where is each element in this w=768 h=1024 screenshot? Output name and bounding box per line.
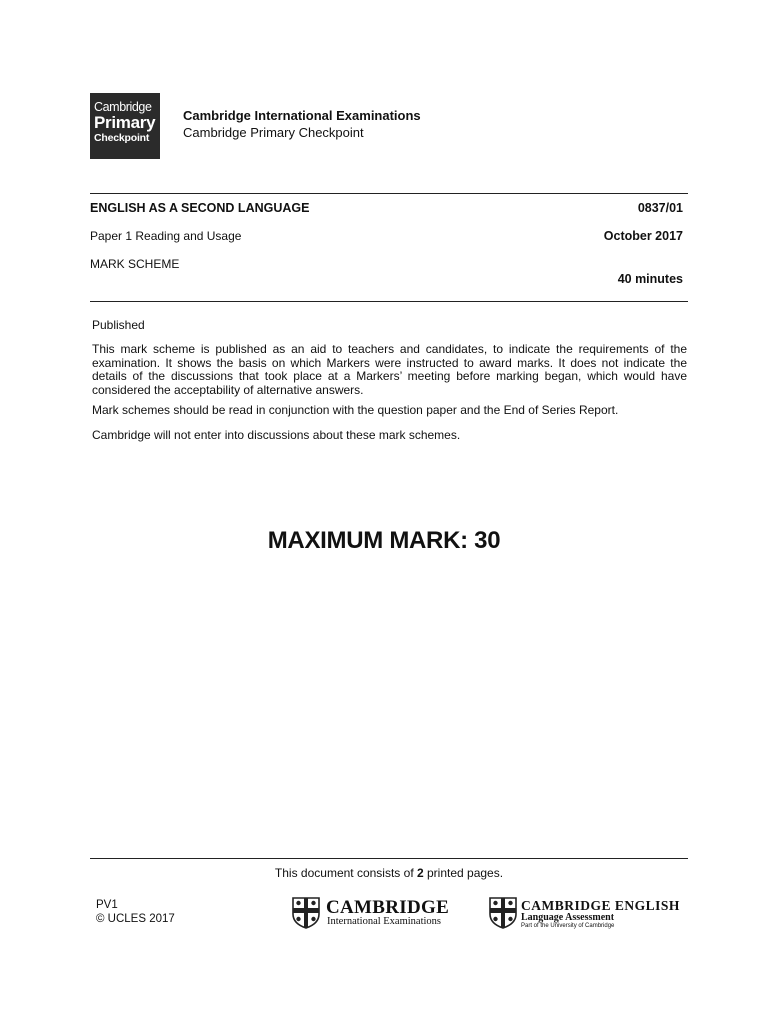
- consists-suffix: printed pages.: [423, 866, 504, 880]
- version-code: PV1: [96, 899, 118, 911]
- logo-line-1: Cambridge: [94, 100, 152, 114]
- cambridge-international-logo: [292, 897, 450, 934]
- syllabus-code: 0837/01: [637, 201, 683, 215]
- cambridge-primary-checkpoint-logo: [90, 93, 160, 159]
- exam-date: October 2017: [603, 229, 683, 243]
- discussion-paragraph: Cambridge will not enter into discussions about these mark schemes.: [92, 428, 461, 442]
- maximum-mark: MAXIMUM MARK: 30: [267, 527, 501, 554]
- organisation-name: Cambridge International Examinations: [183, 108, 421, 123]
- subject-title: ENGLISH AS A SECOND LANGUAGE: [90, 201, 310, 215]
- cambridge-shield-icon: [292, 897, 320, 929]
- paper-title: Paper 1 Reading and Usage: [90, 229, 242, 243]
- consists-prefix: This document consists of: [274, 866, 417, 880]
- document-type: MARK SCHEME: [90, 257, 180, 271]
- intro-paragraph: This mark scheme is published as an aid to teachers and candidates, to indicate the requirements of the examination. It shows the basis on which Markers were instructed to award marks. It does not indicate the details of the discussions that took place at a Markers’ meeting before marking began, which would have considered the acceptability of alternative answers.: [92, 342, 687, 397]
- cambridge-english-shield-icon: [489, 897, 517, 929]
- page-count: 2: [416, 866, 424, 880]
- conjunction-paragraph: Mark schemes should be read in conjunction with the question paper and the End of Series Report.: [92, 403, 619, 417]
- footer-meta: [96, 898, 175, 926]
- copyright: © UCLES 2017: [96, 913, 175, 925]
- ce-logo-tagline: Part of the University of Cambridge: [521, 923, 615, 929]
- footer-divider: [90, 858, 688, 859]
- exam-duration: 40 minutes: [617, 272, 683, 286]
- cie-logo-title: CAMBRIDGE: [326, 897, 450, 918]
- bottom-divider: [90, 301, 688, 302]
- ce-logo-subtitle: Language Assessment: [521, 912, 615, 923]
- logo-line-3: Checkpoint: [94, 132, 150, 144]
- published-label: Published: [92, 318, 145, 332]
- ce-logo-title: CAMBRIDGE ENGLISH: [521, 898, 680, 913]
- logo-line-2: Primary: [94, 113, 156, 132]
- page-count-note: [0, 866, 768, 880]
- cambridge-english-logo: [489, 897, 680, 934]
- programme-name: Cambridge Primary Checkpoint: [183, 125, 364, 140]
- cie-logo-subtitle: International Examinations: [327, 916, 442, 927]
- top-divider: [90, 193, 688, 194]
